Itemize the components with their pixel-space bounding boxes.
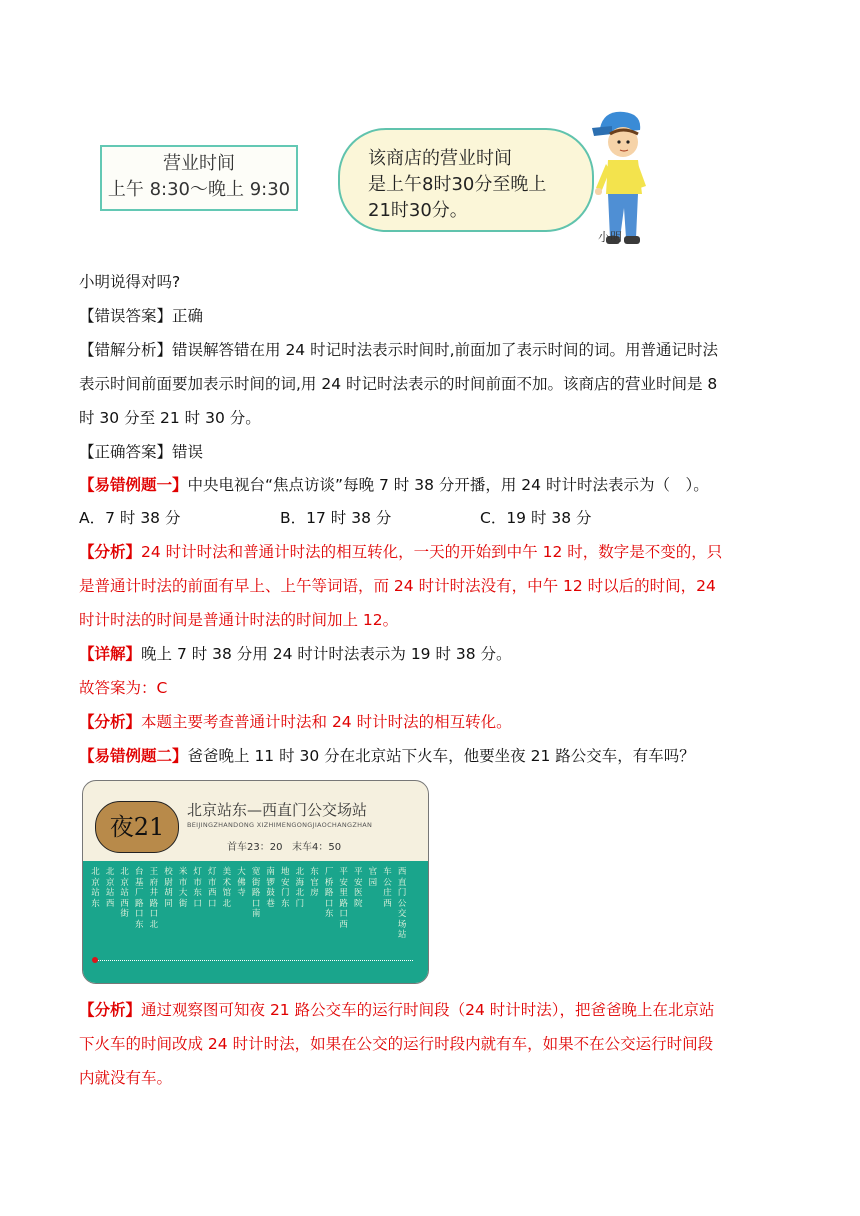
example2-analysis-2: 下火车的时间改成 24 时计时法，如果在公交的运行时段内就有车，如果不在公交运行时间段 — [79, 1035, 714, 1053]
last-bus-time: 末车4：50 — [292, 842, 342, 853]
error-analysis-line — [79, 340, 718, 360]
bus-times — [227, 838, 341, 853]
bus-stop: 美术馆北 — [222, 867, 232, 909]
hours-range: 上午 8:30～晚上 9:30 — [107, 179, 291, 200]
example2-question — [79, 746, 695, 766]
question-line: 小明说得对吗? — [79, 273, 181, 291]
bus-stop: 校尉胡同 — [164, 867, 173, 909]
bus-route-pinyin: BEIJINGZHANDONG XIZHIMENGONGJIAOCHANGZHAN — [187, 821, 373, 829]
bus-stop: 北海北门 — [295, 867, 305, 909]
example1-detail — [79, 644, 512, 664]
summary-tag: 【分析】 — [79, 713, 142, 731]
detail-tag: 【详解】 — [79, 645, 142, 663]
bus-stop: 南锣鼓巷 — [266, 867, 275, 909]
correct-answer-tag: 【正确答案】 — [79, 443, 173, 461]
bus-number-badge: 夜21 — [95, 801, 179, 853]
bus-stop: 地安门东 — [281, 867, 290, 909]
correct-answer-text: 错误 — [172, 443, 204, 461]
bus-stop: 北京站西街 — [120, 867, 129, 919]
bus-stop: 北京站东 — [91, 867, 100, 909]
bus-stop: 东官房 — [310, 867, 319, 898]
example2-tag: 【易错例题二】 — [79, 747, 188, 765]
speaker-name: 小明 — [598, 230, 623, 244]
bus-stop: 米市大街 — [178, 867, 188, 909]
error-analysis-tag: 【错解分析】 — [79, 341, 173, 359]
bus-stop: 大佛寺 — [237, 867, 246, 898]
wrong-answer-text: 正确 — [172, 307, 204, 325]
example1-question — [79, 475, 709, 495]
bus-stop: 厂桥路口东 — [324, 867, 334, 919]
wrong-answer-tag: 【错误答案】 — [79, 307, 173, 325]
speech-text — [368, 146, 546, 224]
option-c: C．19 时 38 分 — [480, 509, 592, 527]
bus-stop: 宽街路口南 — [251, 867, 261, 919]
example2-analysis-text: 通过观察图可知夜 21 路公交车的运行时间段（24 时计时法），把爸爸晚上在北京站 — [141, 1001, 715, 1019]
start-dot-icon — [92, 957, 98, 963]
example2-analysis-3: 内就没有车。 — [79, 1069, 173, 1087]
first-bus-time: 首车23：20 — [227, 842, 283, 853]
example1-answer: 故答案为：C — [79, 679, 168, 697]
speech-line: 该商店的营业时间 — [368, 148, 512, 169]
bus-stop: 灯市东口 — [193, 867, 202, 909]
detail-text: 晚上 7 时 38 分用 24 时计时法表示为 19 时 38 分。 — [141, 645, 512, 663]
bus-stop: 王府井路口北 — [149, 867, 159, 930]
example2-question-text: 爸爸晚上 11 时 30 分在北京站下火车，他要坐夜 21 路公交车，有车吗？ — [187, 747, 695, 765]
example2-analysis — [79, 1000, 715, 1020]
example1-analysis-3: 时计时法的时间是普通计时法的时间加上 12。 — [79, 611, 399, 629]
analysis-tag: 【分析】 — [79, 543, 142, 561]
option-b: B．17 时 38 分 — [280, 509, 392, 527]
hours-title: 营业时间 — [163, 153, 235, 174]
bus-stop: 平安医院 — [354, 867, 363, 909]
correct-answer-line — [79, 442, 203, 462]
bus-stop: 平安里路口西 — [339, 867, 348, 930]
example2-analysis-tag: 【分析】 — [79, 1001, 142, 1019]
analysis-text: 24 时计时法和普通计时法的相互转化，一天的开始到中午 12 时，数字是不变的，只 — [141, 543, 723, 561]
bus-stop: 西直门公交场站 — [397, 867, 407, 940]
bus-route-title: 北京站东—西直门公交场站 — [187, 801, 368, 819]
bus-route-sign — [82, 780, 429, 984]
bus-stop-list — [91, 867, 421, 955]
example1-analysis — [79, 542, 722, 562]
wrong-answer-line — [79, 306, 203, 326]
business-hours-sign — [100, 145, 298, 211]
error-analysis-line-2: 表示时间前面要加表示时间的词,用 24 时记时法表示的时间前面不加。该商店的营业时间是 8 — [79, 375, 718, 393]
route-line — [95, 960, 413, 961]
error-analysis-line-3: 时 30 分至 21 时 30 分。 — [79, 409, 261, 427]
bus-stop: 官园 — [368, 867, 378, 888]
bus-stop: 台基厂路口东 — [135, 867, 144, 930]
example1-summary — [79, 712, 512, 732]
bus-stop: 灯市西口 — [208, 867, 217, 909]
example1-question-text: 中央电视台“焦点访谈”每晚 7 时 38 分开播，用 24 时计时法表示为（ ）。 — [187, 476, 709, 494]
example1-tag: 【易错例题一】 — [79, 476, 188, 494]
option-a: A．7 时 38 分 — [79, 509, 181, 527]
bus-stop: 北京站西 — [105, 867, 115, 909]
bus-stop: 车公庄西 — [383, 867, 392, 909]
speech-line: 21时30分。 — [368, 200, 468, 221]
example1-analysis-2: 是普通计时法的前面有早上、上午等词语，而 24 时计时法没有，中午 12 时以后的时间，24 — [79, 577, 716, 595]
speech-line: 是上午8时30分至晚上 — [368, 174, 547, 195]
summary-text: 本题主要考查普通计时法和 24 时计时法的相互转化。 — [141, 713, 512, 731]
error-analysis-text: 错误解答错在用 24 时记时法表示时间时,前面加了表示时间的词。用普通记时法 — [172, 341, 719, 359]
